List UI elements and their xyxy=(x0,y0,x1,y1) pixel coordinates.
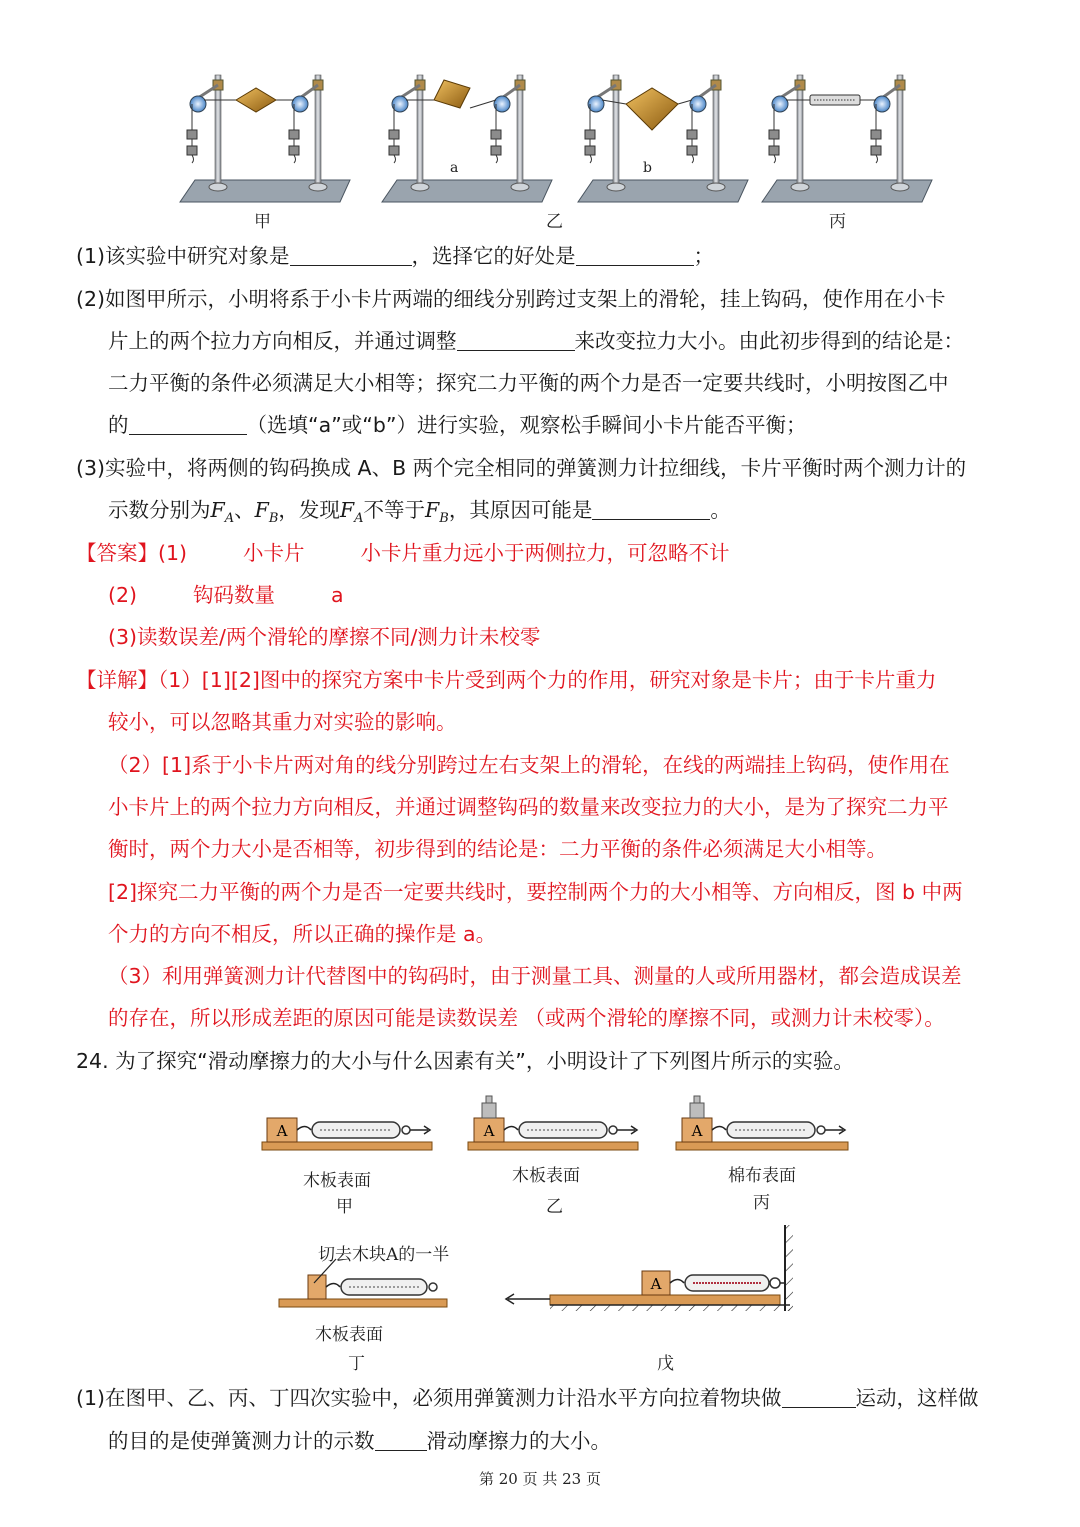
block-a-label: A xyxy=(483,1122,495,1140)
surface-label-ding: 木板表面 xyxy=(315,1325,383,1345)
page-footer: 第 20 页 共 23 页 xyxy=(478,1470,601,1488)
detail-line6: [2]探究二力平衡的两个力是否一定要共线时，要控制两个力的大小相等、方向相反，图 b 中两 xyxy=(108,880,963,904)
figure-label-jia: 甲 xyxy=(254,212,271,232)
detail-line5: 衡时，两个力大小是否相等，初步得到的结论是：二力平衡的条件必须满足大小相等。 xyxy=(108,837,887,861)
apparatus-rig xyxy=(578,75,748,202)
detail-line8: （3）利用弹簧测力计代替图中的钩码时，由于测量工具、测量的人或所用器材，都会造成误差 xyxy=(108,964,962,988)
block-a-label: A xyxy=(276,1122,288,1140)
answer-blank[interactable] xyxy=(592,499,710,520)
figure-label-yi: 乙 xyxy=(546,212,563,232)
answer-blank[interactable] xyxy=(457,330,575,351)
answer-blank[interactable] xyxy=(576,245,694,266)
detail-line7: 个力的方向不相反，所以正确的操作是 a。 xyxy=(108,922,497,946)
answer-blank[interactable] xyxy=(375,1430,427,1451)
cut-half-note: 切去木块A的一半 xyxy=(318,1245,450,1265)
q23-part3-line1: (3)实验中，将两侧的钩码换成 A、B 两个完全相同的弹簧测力计拉细线，卡片平衡时两个测力计的 xyxy=(76,456,967,480)
surface-label-yi: 木板表面 xyxy=(512,1166,580,1186)
figure-label-wu: 戊 xyxy=(657,1354,674,1374)
q23-part1: (1)该实验中研究对象是 ，选择它的好处是 ； xyxy=(76,244,715,268)
apparatus-rig xyxy=(762,75,932,202)
q23-part2-line1: (2)如图甲所示，小明将系于小卡片两端的细线分别跨过支架上的滑轮，挂上钩码，使作用在小卡 xyxy=(76,287,946,311)
figure-label-jia: 甲 xyxy=(336,1197,353,1217)
apparatus-rig xyxy=(382,75,552,202)
detail-line9: 的存在，所以形成差距的原因可能是读数误差 （或两个滑轮的摩擦不同，或测力计未校零）。 xyxy=(108,1006,945,1030)
answer-line2: (2) 钩码数量 a xyxy=(108,583,344,607)
block-a-label: A xyxy=(691,1122,703,1140)
detail-line3: （2）[1]系于小卡片两对角的线分别跨过左右支架上的滑轮，在线的两端挂上钩码，使作用在 xyxy=(108,753,950,777)
q24-part1-line1: (1)在图甲、乙、丙、丁四次实验中，必须用弹簧测力计沿水平方向拉着物块做 运动，这样做 xyxy=(76,1386,979,1410)
q24-stem: 24. 为了探究“滑动摩擦力的大小与什么因素有关”，小明设计了下列图片所示的实验。 xyxy=(76,1049,854,1073)
answer-line1: 【答案】(1) 小卡片 小卡片重力远小于两侧拉力，可忽略不计 xyxy=(76,541,730,565)
figure-label-bing: 丙 xyxy=(829,212,846,232)
detail-line2: 较小，可以忽略其重力对实验的影响。 xyxy=(108,710,457,734)
surface-label-jia: 木板表面 xyxy=(303,1171,371,1191)
surface-label-bing: 棉布表面 xyxy=(728,1166,796,1186)
option-a-label: a xyxy=(450,160,459,176)
answer-blank[interactable] xyxy=(290,245,412,266)
detail-line4: 小卡片上的两个拉力方向相反，并通过调整钩码的数量来改变拉力的大小，是为了探究二力平 xyxy=(108,795,949,819)
figure-label-bing: 丙 xyxy=(753,1193,770,1213)
q23-part2-line3: 二力平衡的条件必须满足大小相等；探究二力平衡的两个力是否一定要共线时，小明按图乙中 xyxy=(108,371,949,395)
q24-part1-line2: 的目的是使弹簧测力计的示数 滑动摩擦力的大小。 xyxy=(108,1429,611,1453)
answer-line3: (3)读数误差/两个滑轮的摩擦不同/测力计未校零 xyxy=(108,625,541,649)
q23-part3-line2: 示数分别为$F_A$、$F_B$，发现$F_A$不等于$F_B$，其原因可能是 。 xyxy=(108,498,731,527)
figure-label-ding: 丁 xyxy=(348,1354,365,1374)
option-b-label: b xyxy=(643,160,652,176)
block-a-label: A xyxy=(650,1275,662,1293)
answer-blank[interactable] xyxy=(782,1387,856,1408)
detail-line1: 【详解】（1）[1][2]图中的探究方案中卡片受到两个力的作用，研究对象是卡片；由于卡片重力 xyxy=(76,668,937,692)
answer-blank[interactable] xyxy=(129,414,247,435)
q23-part2-line2: 片上的两个拉力方向相反，并通过调整 来改变拉力大小。由此初步得到的结论是： xyxy=(108,329,964,353)
apparatus-rig xyxy=(180,75,350,202)
q23-part2-line4: 的 （选填“a”或“b”）进行实验，观察松手瞬间小卡片能否平衡； xyxy=(108,413,807,437)
figure-label-yi: 乙 xyxy=(546,1197,563,1217)
